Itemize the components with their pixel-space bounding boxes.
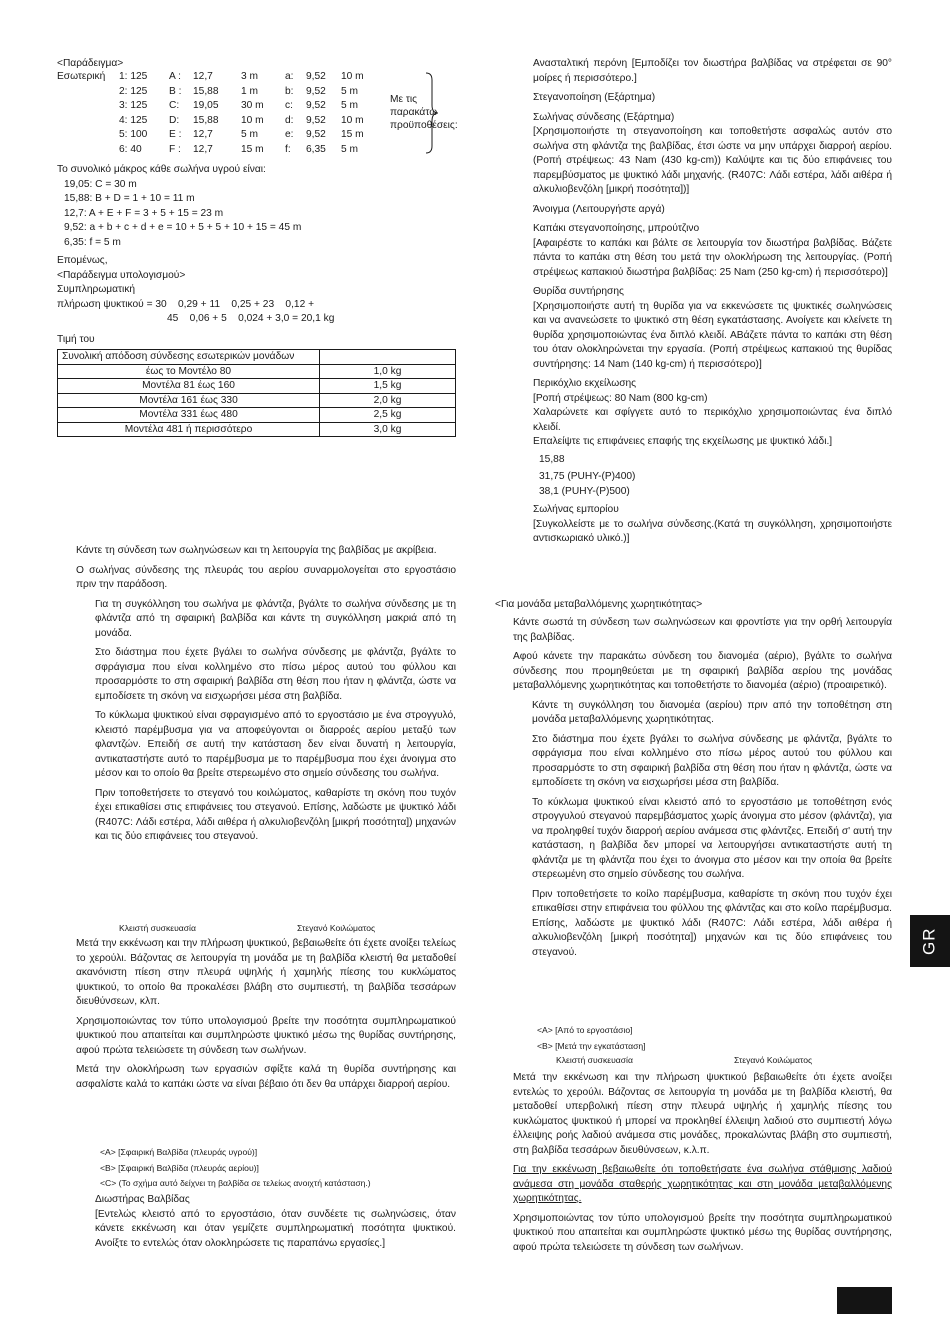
left-main-block	[76, 544, 456, 845]
paragraph: Για τη συγκόλληση του σωλήνα με φλάντζα, βγάλτε το σωλήνα σύνδεσης με τη φλάντζα από τη σφαιρική βαλβίδα και κάντε τη συγκόλληση μακριά από τη μονάδα.	[95, 598, 456, 639]
table-row: έως το Μοντέλο 80 1,0 kg	[58, 364, 456, 379]
charge-line-1: πλήρωση ψυκτικού = 30 0,29 + 11 0,25 + 23 0,12 +	[57, 298, 315, 310]
totals-line: 9,52: a + b + c + d + e = 10 + 5 + 5 + 10 + 15 = 45 m	[64, 222, 302, 233]
flare-nut-line: Χαλαρώνετε και σφίγγετε αυτό το περικόχλιο χρησιμοποιώντας ένα διπλό κλειδί.	[533, 407, 892, 433]
table-row: Μοντέλα 161 έως 330 2,0 kg	[58, 393, 456, 408]
example-cell-sub-len: 10 m	[341, 114, 364, 126]
example-cell-idx: 1: 125	[119, 71, 148, 82]
seal-label: Στεγανοποίηση (Εξάρτημα)	[533, 92, 656, 103]
example-cell-sub-dia: 9,52	[306, 114, 326, 126]
indoor-label: Εσωτερική	[57, 71, 106, 82]
pipe-size: 38,1 (PUHY-(P)500)	[539, 485, 630, 497]
right-main-block	[513, 616, 892, 960]
variable-capacity-heading: <Για μονάδα μεταβαλλόμενης χωρητικότητας>	[495, 599, 703, 610]
paragraph: Κάντε τη σύνδεση των σωληνώσεων και τη λειτουργία της βαλβίδας με ακρίβεια.	[76, 545, 437, 556]
example-cell-dia: 12,7	[193, 71, 213, 82]
value-label: Τιμή του	[57, 333, 95, 345]
paragraph: Στο διάστημα που έχετε βγάλει το σωλήνα σύνδεσης με φλάντζα, βγάλτε το σφράγισμα που είναι κολλημένο στο πίσω μέρος αυτού του φύλλου και προσαρμόστε το στη σφαιρική βαλβίδα στη θέση που ήταν η φλάντζα, ώστε να εμποδίσετε τη σκόνη να εισχωρήσει μέσα στη βαλβίδα.	[95, 647, 456, 702]
language-tab-label: GR	[919, 927, 939, 955]
paragraph: Χρησιμοποιώντας τον τύπο υπολογισμού βρείτε την ποσότητα συμπληρωματικού ψυκτικού που απαιτείται και συμπληρώστε ψυκτικό μέσω της θυρίδας συντήρησης, αφού πρώτα τελειώσετε τη σύνδεση των σωλήνων.	[76, 1015, 456, 1056]
paragraph: Αφού κάνετε την παρακάτω σύνδεση του διανομέα (αέριο), βγάλτε το σωλήνα σύνδεσης που προμηθεύεται με τη σφαιρική βαλβίδα αερίου της μονάδας μεταβαλλόμενης χωρητικότητας και τοποθετήστε το διανομέα (αέριο) (προαιρετικό).	[513, 651, 892, 691]
example-cell-letter: D:	[169, 114, 180, 126]
paragraph: Στο διάστημα που έχετε βγάλει το σωλήνα σύνδεσης με φλάντζα, βγάλτε το σφράγισμα που είναι κολλημένο στο πίσω μέρος αυτού του φύλλου και προσαρμόστε το στη σφαιρική βαλβίδα στη θέση που ήταν η φλάντζα, ώστε να εμποδίσετε τη σκόνη να εισχωρήσει μέσα στη βαλβίδα.	[532, 733, 892, 788]
stopper-text: Ανασταλτική περόνη [Εμποδίζει τον διωστήρα βαλβίδας να στρέφεται σε 90° μοίρες ή περισσότερο.]	[533, 58, 892, 84]
conn-pipe-text: [Χρησιμοποιήστε τη στεγανοποίηση και τοποθετήστε ασφαλώς αυτόν στο σωλήνα στη φλάντζα της βαλβίδας, έτσι ώστε να μην υπάρχει διαρροή αερίου. (Ροπή στρέψεως: 43 Nam (430 kg-cm)) Καλύψτε και τις δύο επιφάνειες του παρεμβύσματος με ψυκτικό λάδι μηχανής. (R407C: Λάδι εστέρα, λάδι αιθέρα ή αλκυλιοβενζόλη [μικρή ποσότητα])]	[533, 126, 892, 195]
example-cell-sub-len: 10 m	[341, 71, 364, 82]
paragraph: Μετά την εκκένωση και την πλήρωση ψυκτικού βεβαιωθείτε ότι έχετε ανοίξει εντελώς το χερούλι. Βάζοντας σε λειτουργία τη μονάδα με τη βαλβίδα κλειστή, θα μεταδοθεί υπερβολική πίεση στην πλευρά υψηλής ή χαμηλής πίεσης του κυκλώματος ψυκτικού ή μπορεί να προκληθεί έλλειψη λαδιού στο συμπιεστή λόγω έλλειψης ροής λαδιού ανάμεσα στις μονάδες, προκαλώντας βλάβη στο συμπιεστή, στη βαλβίδα τεσσάρων διευθύνσεων, κ.λ.π.	[513, 1072, 892, 1156]
fig-label-closed: Κλειστή συσκευασία	[556, 1055, 633, 1065]
example-cell-sub: d:	[285, 114, 294, 126]
example-cell-sub: c:	[285, 100, 293, 111]
example-cell-len: 5 m	[241, 129, 258, 140]
totals-line: 6,35: f = 5 m	[64, 236, 121, 248]
valve-stem-title: Διωστήρας Βαλβίδας	[95, 1194, 190, 1205]
flare-nut-title: Περικόχλιο εκχείλωσης	[533, 378, 637, 389]
totals-block	[57, 163, 477, 347]
flare-nut-line: Επαλείψτε τις επιφάνειες επαφής της εκχείλωσης με ψυκτικό λάδι.]	[533, 436, 833, 447]
example-cell-len: 1 m	[241, 85, 258, 97]
oil-balance-note: Για την εκκένωση βεβαιωθείτε ότι τοποθετήσατε ένα σωλήνα στάθμισης λαδιού ανάμεσα στη μονάδα σταθερής χωρητικότητας και στη μονάδα μεταβαλλόμενης χωρητικότητας.	[513, 1164, 892, 1204]
table-row: Μοντέλα 81 έως 160 1,5 kg	[58, 379, 456, 394]
example-row	[57, 85, 387, 100]
legend-b: <B> [Σφαιρική Βαλβίδα (πλευράς αερίου)]	[100, 1162, 259, 1173]
example-row	[57, 70, 387, 85]
table-header: Συνολική απόδοση σύνδεσης εσωτερικών μονάδων	[58, 350, 320, 365]
legend-b: <B> [Μετά την εγκατάσταση]	[537, 1041, 646, 1051]
field-pipe-text: [Συγκολλείστε με το σωλήνα σύνδεσης.(Κατά τη συγκόλληση, χρησιμοποιήστε αντισκωριακό υλικό.)]	[533, 518, 892, 544]
example-block	[57, 57, 477, 167]
legend-a: <A> [Από το εργοστάσιο]	[537, 1025, 633, 1035]
legend-a: <A> [Σφαιρική Βαλβίδα (πλευράς υγρού)]	[100, 1147, 258, 1157]
example-cell-len: 10 m	[241, 114, 264, 126]
right-lower-block	[513, 1071, 892, 1255]
example-cell-sub-len: 15 m	[341, 129, 364, 140]
paragraph: Το κύκλωμα ψυκτικού είναι σφραγισμένο από το εργοστάσιο με ένα στρογγυλό, κλειστό παρέμβυσμα για να αποφεύγονται οι διαρροές αερίου μεταξύ των φλαντζών. Επειδή σε αυτή την κατάσταση δεν είναι δυνατή η λειτουργία, αντικαταστήστε αυτό το παρέμβυσμα με το παρέμβυσμα που έχει άνοιγμα στο μέσον και το οποίο θα βρείτε στερεωμένο στο σημείο σύνδεσης του σωλήνα.	[95, 710, 456, 779]
example-title: <Παράδειγμα>	[57, 58, 124, 69]
additional-label: Συμπληρωματική	[57, 284, 136, 295]
example-cell-letter: C:	[169, 100, 180, 111]
example-cell-dia: 15,88	[193, 114, 219, 126]
therefore-label: Επομένως,	[57, 255, 108, 266]
table-row: Μοντέλα 481 ή περισσότερο 3,0 kg	[58, 422, 456, 437]
valve-stem-text: [Εντελώς κλειστό από το εργοστάσιο, όταν συνδέετε τις σωληνώσεις, όταν κάνετε εκκένωση και όταν γεμίζετε συμπληρωματική ποσότητα ψυκτικού. Ανοίξτε το εντελώς όταν ολοκληρώσετε τις παραπάνω εργασίες.]	[95, 1208, 456, 1249]
example-cell-sub: b:	[285, 85, 294, 97]
example-cell-sub-len: 5 m	[341, 85, 358, 97]
example-cell-letter: B :	[169, 85, 182, 97]
example-cell-sub-dia: 6,35	[306, 143, 326, 155]
example-cell-sub-len: 5 m	[341, 143, 358, 155]
example-cell-idx: 3: 125	[119, 100, 148, 111]
page-number-block	[837, 1287, 892, 1314]
valve-stem-block	[95, 1193, 456, 1251]
capacity-table	[57, 349, 456, 437]
fig-label-seal: Στεγανό Κοιλώματος	[734, 1055, 813, 1065]
example-cell-dia: 19,05	[193, 100, 219, 111]
open-label: Άνοιγμα (Λειτουργήστε αργά)	[533, 203, 665, 215]
calc-example-title: <Παράδειγμα υπολογισμού>	[57, 269, 186, 281]
left-lower-block	[76, 937, 456, 1092]
paragraph: Πριν τοποθετήσετε το στεγανό του κοιλώματος, καθαρίστε τη σκόνη που τυχόν έχει επικαθίσει στις επιφάνειες του στεγανού. Επίσης, λαδώστε με ψυκτικό λάδι (R407C: Λάδι εστέρα, λάδι αιθέρα ή αλκυλιοβενζόλη [μικρή ποσότητα]) μηχανών και τις δύο επιφάνειες του στεγανού.	[95, 787, 456, 842]
language-tab	[910, 915, 950, 967]
cap-text: [Αφαιρέστε το καπάκι και βάλτε σε λειτουργία τον διωστήρα βαλβίδας. Βάζετε πάντα το καπάκι στη θέση του μετά την ολοκλήρωση της λειτουργίας. (Ροπή στρέψεως καπακιού διωστήρα βαλβίδας: 25 Nam (250 kg-cm) ή περισσότερο)]	[533, 237, 892, 278]
example-cell-sub: e:	[285, 129, 294, 140]
example-cell-dia: 12,7	[193, 129, 213, 140]
fig-label-seal: Στεγανό Κοιλώματος	[297, 923, 376, 933]
example-cell-letter: E :	[169, 129, 182, 140]
example-cell-len: 3 m	[241, 71, 258, 82]
example-cell-sub-len: 5 m	[341, 100, 358, 111]
fig-label-closed: Κλειστή συσκευασία	[119, 923, 196, 933]
example-cell-sub-dia: 9,52	[306, 129, 326, 140]
example-cell-len: 15 m	[241, 143, 264, 155]
example-cell-sub: a:	[285, 71, 294, 82]
flare-nut-line: [Ροπή στρέψεως: 80 Nam (800 kg-cm)	[533, 392, 708, 404]
valve-parts-block	[533, 57, 892, 547]
conn-pipe-title: Σωλήνας σύνδεσης (Εξάρτημα)	[533, 111, 675, 123]
table-row: Μοντέλα 331 έως 480 2,5 kg	[58, 408, 456, 423]
totals-line: 12,7: A + E + F = 3 + 5 + 15 = 23 m	[64, 207, 224, 219]
conditions-label: Με τις παρακάτω προϋποθέσεις:	[390, 94, 458, 131]
example-cell-letter: A :	[169, 71, 181, 82]
example-cell-sub-dia: 9,52	[306, 85, 326, 97]
example-row	[57, 128, 387, 143]
example-cell-sub-dia: 9,52	[306, 71, 326, 82]
charge-line-2: 45 0,06 + 5 0,024 + 3,0 = 20,1 kg	[167, 313, 335, 324]
example-row	[57, 99, 387, 114]
legend-right	[537, 1022, 646, 1054]
paragraph: Το κύκλωμα ψυκτικού είναι κλειστό από το εργοστάσιο με τοποθέτηση ενός στρογγυλού στεγανού παρεμβάσματος χωρίς άνοιγμα στο μέσον (φλάντζα), για να προληφθεί τυχόν διαρροή αερίου ανάμεσα στις φλάντζες. Επειδή σ' αυτή την κατάσταση, η βαλβίδα δεν μπορεί να λειτουργήσει αντικαταστήστε αυτή τη φλάντζα με τη φλάντζα που έχει το άνοιγμα στο μέσον και την οποία θα βρείτε στερεωμένη στο σημείο σύνδεσης του σωλήνα.	[532, 796, 892, 880]
example-cell-dia: 15,88	[193, 85, 219, 97]
example-cell-sub: f:	[285, 143, 291, 155]
example-rows	[57, 70, 387, 160]
paragraph: Ο σωλήνας σύνδεσης της πλευράς του αερίου συναρμολογείται στο εργοστάσιο πριν την παράδοση.	[76, 564, 456, 590]
legend-block	[100, 1145, 460, 1192]
paragraph: Μετά την ολοκλήρωση των εργασιών σφίξτε καλά τη θυρίδα συντήρησης και ασφαλίστε καλά το καπάκι ώστε να είναι βέβαιο ότι δεν θα υπάρχει διαρροή αερίου.	[76, 1064, 456, 1090]
example-cell-letter: F :	[169, 143, 181, 155]
field-pipe-title: Σωλήνας εμπορίου	[533, 504, 619, 515]
example-cell-sub-dia: 9,52	[306, 100, 326, 111]
cap-title: Καπάκι στεγανοποίησης, μπρούτζινο	[533, 223, 700, 234]
example-row	[57, 143, 387, 158]
paragraph: Πριν τοποθετήσετε το κοίλο παρέμβυσμα, καθαρίστε τη σκόνη που τυχόν έχει επικαθίσει στην επιφάνεια του φύλλου της φλάντζας και στο κοίλο παρέμβυσμα. Επίσης, λαδώστε με ψυκτικό λάδι (R407C: Λάδι εστέρα, λάδι αιθέρα ή αλκυλιοβενζόλη [μικρή ποσότητα]) μηχανών και τις δύο επιφάνειες του στεγανού.	[532, 888, 892, 958]
pipe-size: 31,75 (PUHY-(P)400)	[539, 471, 636, 482]
example-row	[57, 114, 387, 129]
example-cell-idx: 5: 100	[119, 129, 148, 140]
pipe-size: 15,88	[539, 453, 565, 465]
example-cell-dia: 12,7	[193, 143, 213, 155]
paragraph: Κάντε τη συγκόλληση του διανομέα (αερίου) πριν από την τοποθέτηση στη μονάδα μεταβαλλόμενης χωρητικότητας.	[532, 699, 892, 725]
service-port-text: [Χρησιμοποιήστε αυτή τη θυρίδα για να εκκενώσετε τις ψυκτικές σωληνώσεις και να ανανεώσετε το ψυκτικό στη θέση εγκατάστασης. Ανοίγετε και κλείνετε τη θυρίδα χρησιμοποιώντας ένα διπλό κλειδί. ΑΒάζετε πάντα το καπάκι στη θέση του όταν ολοκληρώνεται την εργασία. (Ροπή στρέψεως καπακιού της θυρίδας συντήρησης: 14 Nam (140 kg-cm) ή περισσότερο)]	[533, 300, 892, 370]
paragraph: Κάντε σωστά τη σύνδεση των σωληνώσεων και φροντίστε για την ορθή λειτουργία της βαλβίδας.	[513, 617, 892, 643]
example-cell-len: 30 m	[241, 100, 264, 111]
example-cell-idx: 6: 40	[119, 143, 142, 155]
totals-intro: Το συνολικό μάκρος κάθε σωλήνα υγρού είναι:	[57, 164, 266, 175]
example-cell-idx: 4: 125	[119, 114, 148, 126]
example-cell-idx: 2: 125	[119, 85, 148, 97]
paragraph: Χρησιμοποιώντας τον τύπο υπολογισμού βρείτε την ποσότητα συμπληρωματικού ψυκτικού που απαιτείται και συμπληρώστε ψυκτικό μέσω της θυρίδας συντήρησης, αφού πρώτα τελειώσετε τη σύνδεση των σωλήνων.	[513, 1212, 892, 1253]
paragraph: Μετά την εκκένωση και την πλήρωση ψυκτικού, βεβαιωθείτε ότι έχετε ανοίξει τελείως το χερούλι. Βάζοντας σε λειτουργία τη μονάδα με τη βαλβίδα κλειστή θα μεταδοθεί ακανόνιστη πίεση στην πλευρά υψηλής ή χαμηλής πίεσης του κυκλώματος ψυκτικού, το οποίο θα προκαλέσει βλάβη στο συμπιεστή, τη βαλβίδα τεσσάρων διευθύνσεων, κλπ.	[76, 938, 456, 1007]
totals-line: 19,05: C = 30 m	[64, 178, 137, 190]
legend-c: <C> (Το σχήμα αυτό δείχνει τη βαλβίδα σε τελείως ανοιχτή κατάσταση.)	[100, 1178, 371, 1188]
service-port-title: Θυρίδα συντήρησης	[533, 286, 624, 297]
totals-line: 15,88: B + D = 1 + 10 = 11 m	[64, 193, 195, 204]
table-header-row	[58, 350, 456, 365]
